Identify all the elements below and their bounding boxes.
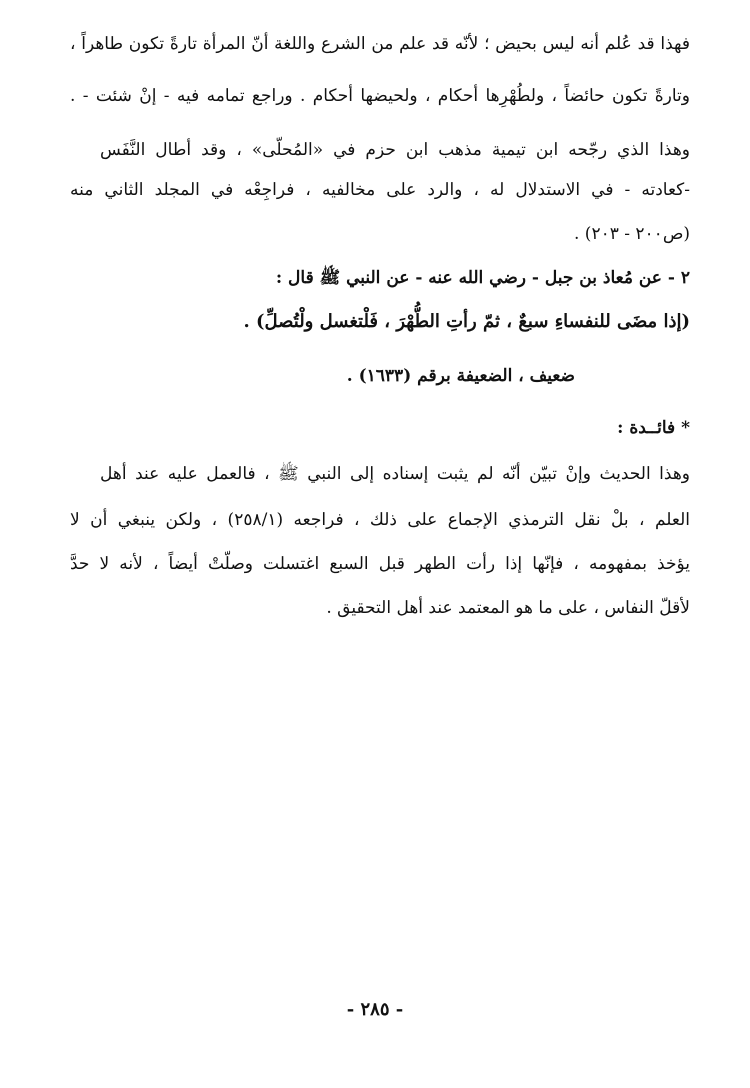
paragraph2-line-1: وهذا الذي رجّحه ابن تيمية مذهب ابن حزم في «المُحلّى» ، وقد أطال النَّفَس xyxy=(100,140,690,160)
hadith-grading: ضعيف ، الضعيفة برقم (١٦٣٣) . xyxy=(346,366,575,386)
benefit-heading: فائــدة : xyxy=(617,418,676,438)
paragraph2-line-3: (ص٢٠٠ - ٢٠٣) . xyxy=(573,224,690,244)
benefit-line-2: العلم ، بلْ نقل الترمذي الإجماع على ذلك ، فراجعه (٢٥٨/١) ، ولكن ينبغي أن لا xyxy=(70,510,691,530)
benefit-line-1: وهذا الحديث وإنْ تبيّن أنّه لم يثبت إسناده إلى النبي ﷺ ، فالعمل عليه عند أهل xyxy=(100,464,690,484)
page-number: - ٢٨٥ - xyxy=(346,999,404,1020)
hadith-intro: ٢ - عن مُعاذ بن جبل - رضي الله عنه - عن النبي ﷺ قال : xyxy=(275,268,690,288)
benefit-line-4: لأقلّ النفاس ، على ما هو المعتمد عند أهل التحقيق . xyxy=(326,598,690,618)
benefit-heading-row xyxy=(490,414,690,442)
star-icon: * xyxy=(681,418,690,438)
benefit-line-3: يؤخذ بمفهومه ، فإنّها إذا رأت الطهر قبل السبع اغتسلت وصلّتْ أيضاً ، لأنه لا حدَّ xyxy=(70,554,690,574)
hadith-text: (إذا مضَى للنفساءِ سبعٌ ، ثمّ رأتِ الطُّهْرَ ، فَلْتغسل ولْتُصلِّ) . xyxy=(243,311,690,332)
paragraph2-line-2: -كعادته - في الاستدلال له ، والرد على مخالفيه ، فراجِعْه في المجلد الثاني منه xyxy=(70,180,690,200)
paragraph1-line-2: وتارةً تكون حائضاً ، ولطُهْرِها أحكام ، ولحيضها أحكام . وراجع تمامه فيه - إنْ شئت - . xyxy=(70,86,690,106)
paragraph1-line-1: فهذا قد عُلم أنه ليس بحيض ؛ لأنّه قد علم من الشرع واللغة أنّ المرأة تارةً تكون طاهراً ، xyxy=(70,34,690,54)
